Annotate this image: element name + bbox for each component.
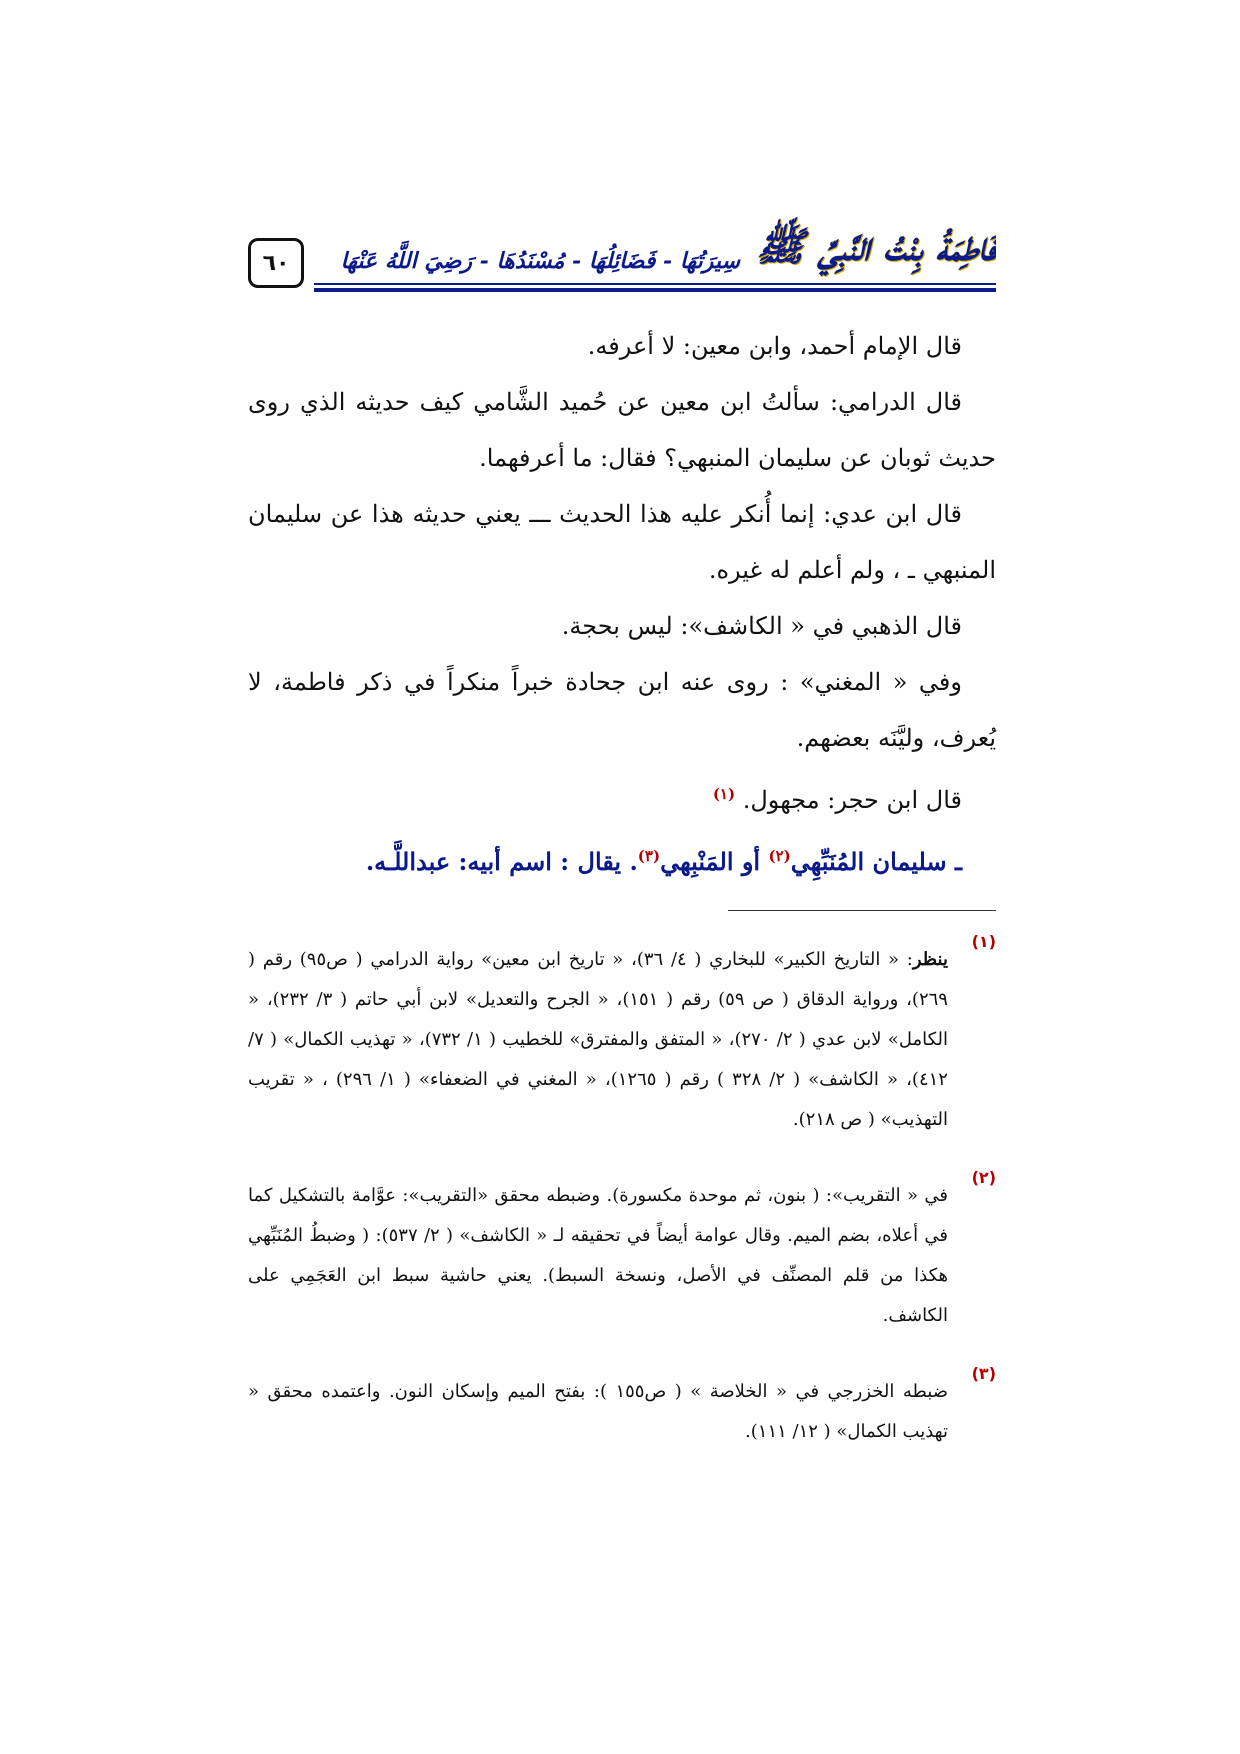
page-number-box xyxy=(248,238,304,288)
heading-rest: . يقال : اسم أبيه: عبداللَّـه. xyxy=(365,847,638,876)
paragraph: قال ابن عدي: إنما أُنكر عليه هذا الحديث ـــ يعني حديثه هذا عن سليمان المنبهي ـ ، ولم أعلم له غيره. xyxy=(248,500,996,584)
header-rule-thin xyxy=(314,283,996,285)
footnote-ref[interactable]: (١) xyxy=(712,785,736,803)
page-number: ٦٠ xyxy=(262,250,290,276)
page-header xyxy=(248,208,996,298)
footnote-text xyxy=(248,940,948,1140)
book-subtitle: سِيرَتُهَا - فَضَائِلُهَا - مُسْنَدُهَا - رَضِيَ اللَّهُ عَنْهَا xyxy=(340,248,740,274)
book-title: فَاطِمَةُ بِنْتُ النَّبِيِّ ﷺ xyxy=(756,223,996,270)
header-rule-thick xyxy=(314,288,996,292)
footnotes xyxy=(248,922,996,1470)
footnote-text: في « التقريب»: ( بنون، ثم موحدة مكسورة). وضبطه محقق «التقريب»: عوَّامة بالتشكيل كما في أعلاه، بضم الميم. وقال عوامة أيضاً في تحقيقه لـ « الكاشف» ( ٢/ ٥٣٧): ( وضبطُ المُنَبِّهي هكذا من قلم المصنِّف في الأصل، ونسخة السبط). يعني حاشية سبط ابن العَجَمِي على الكاشف. xyxy=(248,1185,948,1326)
footnote-ref[interactable]: (٣) xyxy=(637,847,661,865)
footnote xyxy=(248,1354,996,1470)
footnote-ref[interactable]: (٢) xyxy=(768,847,791,865)
footnote-number: (٢) xyxy=(971,1168,996,1187)
paragraph-text: قال ابن حجر: مجهول. xyxy=(742,786,962,814)
paragraph: قال الدرامي: سألتُ ابن معين عن حُميد الشَّامي كيف حديثه الذي روى حديث ثوبان عن سليمان المنبهي؟ فقال: ما أعرفهما. xyxy=(248,388,996,472)
running-title xyxy=(318,214,996,280)
main-text xyxy=(248,318,996,890)
footnote xyxy=(248,922,996,1158)
paragraph: قال الإمام أحمد، وابن معين: لا أعرفه. xyxy=(587,332,962,360)
paragraph xyxy=(248,766,996,828)
footnote-text: ضبطه الخزرجي في « الخلاصة » ( ص١٥٥ ): بفتح الميم وإسكان النون. واعتمده محقق « تهذيب الكمال» ( ١٢/ ١١١). xyxy=(248,1381,948,1442)
footnote xyxy=(248,1158,996,1354)
paragraph: قال الذهبي في « الكاشف»: ليس بحجة. xyxy=(561,612,962,640)
entry-heading xyxy=(248,828,996,890)
heading-name: ـ سليمان المُنَبِّهِي xyxy=(790,847,962,876)
footnote-separator xyxy=(728,910,996,911)
footnote-lead: ينظر xyxy=(912,949,948,970)
footnote-number: (١) xyxy=(971,932,996,951)
footnote-number: (٣) xyxy=(971,1364,996,1383)
footnote-body: : « التاريخ الكبير» للبخاري ( ٤/ ٣٦)، « تاريخ ابن معين» رواية الدرامي ( ص٩٥) رقم ( ٢٦٩)، ورواية الدقاق ( ص ٥٩) رقم ( ١٥١)، « الجرح والتعديل» لابن أبي حاتم ( ٣/ ٢٣٢)، « الكامل» لابن عدي ( ٢/ ٢٧٠)، « المتفق والمفترق» للخطيب ( ١/ ٧٣٢)، « تهذيب الكمال» ( ٧/ ٤١٢)، « الكاشف» ( ٢/ ٣٢٨ ) رقم ( ١٢٦٥)، « المغني في الضعفاء» ( ١/ ٢٩٦) ، « تقريب التهذيب» ( ص ٢١٨). xyxy=(248,949,949,1130)
paragraph: وفي « المغني» : روى عنه ابن جحادة خبراً منكراً في ذكر فاطمة، لا يُعرف، وليَّنَه بعضهم. xyxy=(248,668,996,752)
heading-variant: أو المَنْبِهي xyxy=(660,847,769,876)
